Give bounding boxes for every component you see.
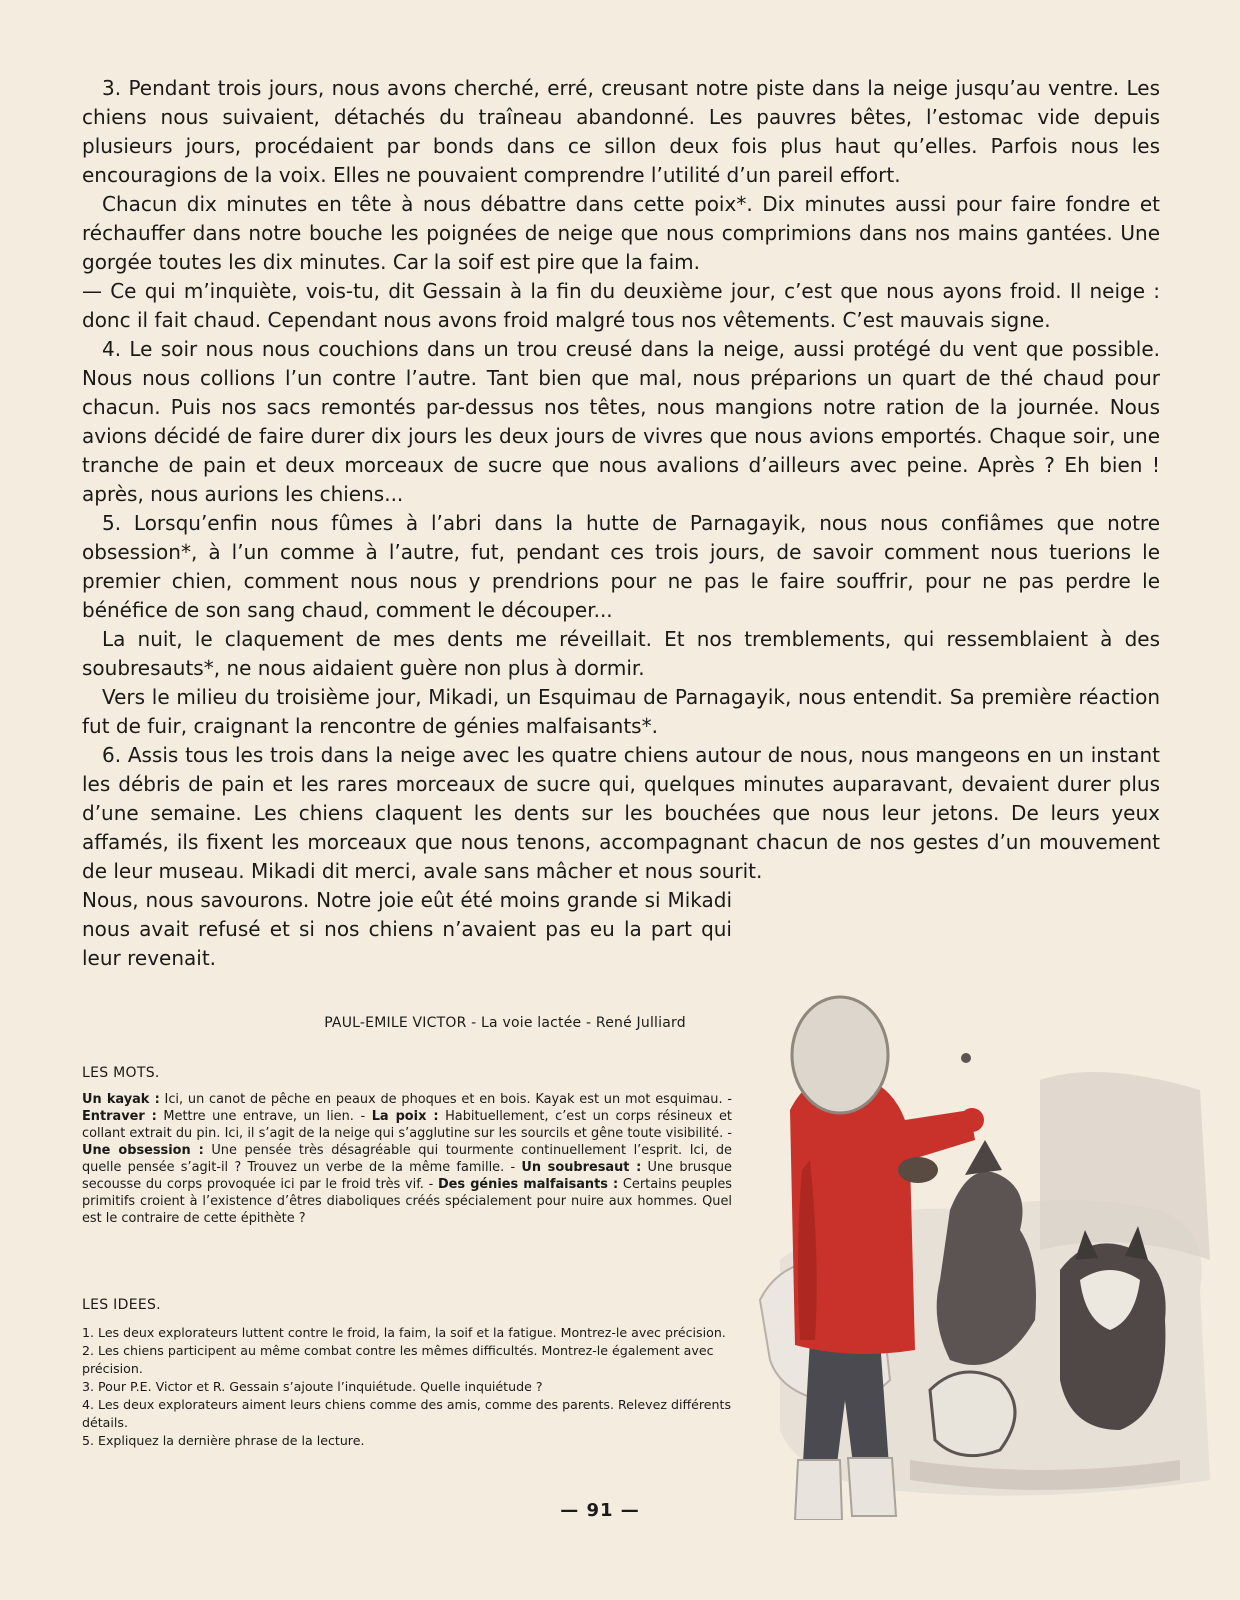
- vocab-definition: Habituellement, c’est un corps résineux et collant extrait du pin. Ici, il s’agit de la neige qui s’agglutine sur les sourcils et gêne toute visibilité. -: [82, 1109, 732, 1141]
- paragraph-6: 6. Assis tous les trois dans la neige avec les quatre chiens autour de nous, nous mangeons en un instant les débris de pain et les rares morceaux de sucre qui, quelques minutes auparavant, devaient durer plus d’une semaine. Les chiens claquent les dents sur les bouchées que nous leur jetons. De leurs yeux affamés, ils fixent les morceaux que nous tenons, accompagnant chacun de nos gestes d’un mouvement de leur museau. Mikadi dit merci, avale sans mâcher et nous sourit.: [82, 743, 1160, 883]
- jumping-dog: [937, 1172, 1036, 1365]
- paragraph-6b: Nous, nous savourons. Notre joie eût été moins grande si Mikadi nous avait refusé et si nos chiens n’avaient pas eu la part qui leur revenait.: [82, 888, 732, 970]
- figure-boots: [795, 1460, 842, 1520]
- page-number: — 91 —: [560, 1500, 640, 1521]
- passage-text: [82, 74, 1160, 973]
- vocab-definition: Mettre une entrave, un lien. -: [156, 1109, 372, 1124]
- question-item: 3. Pour P.E. Victor et R. Gessain s’ajoute l’inquiétude. Quelle inquiétude ?: [82, 1379, 543, 1394]
- question-item: 5. Expliquez la dernière phrase de la lecture.: [82, 1433, 365, 1448]
- grey-mist: [1040, 1072, 1210, 1260]
- paragraph-3c: — Ce qui m’inquiète, vois-tu, dit Gessain à la fin du deuxième jour, c’est que nous ayons froid. Il neige : donc il fait chaud. Cependant nous avons froid malgré tous nos vêtements. C’est mauvais signe.: [82, 279, 1160, 332]
- paragraph-3b: Chacun dix minutes en tête à nous débattre dans cette poix*. Dix minutes aussi pour faire fondre et réchauffer dans notre bouche les poignées de neige que nous comprimions dans nos mains gantées. Une gorgée toutes les dix minutes. Car la soif est pire que la faim.: [82, 192, 1160, 274]
- source-citation: PAUL-EMILE VICTOR - La voie lactée - René Julliard: [324, 1015, 686, 1031]
- paragraph-5c: Vers le milieu du troisième jour, Mikadi, un Esquimau de Parnagayik, nous entendit. Sa première réaction fut de fuir, craignant la rencontre de génies malfaisants*.: [82, 685, 1160, 738]
- paragraph-5b: La nuit, le claquement de mes dents me réveillait. Et nos tremblements, qui ressemblaient à des soubresauts*, ne nous aidaient guère non plus à dormir.: [82, 627, 1160, 680]
- question-item: 1. Les deux explorateurs luttent contre le froid, la faim, la soif et la fatigue. Montrez-le avec précision.: [82, 1325, 726, 1340]
- figure-hood: [792, 997, 888, 1113]
- question-item: 4. Les deux explorateurs aiment leurs chiens comme des amis, comme des parents. Relevez différents détails.: [82, 1397, 732, 1430]
- vocab-term: Un kayak :: [82, 1092, 160, 1107]
- figure-boot-right: [848, 1458, 896, 1516]
- food-morsel: [961, 1053, 971, 1063]
- idees-heading: LES IDEES.: [82, 1297, 161, 1313]
- paragraph-3: 3. Pendant trois jours, nous avons cherché, erré, creusant notre piste dans la neige jusqu’au ventre. Les chiens nous suivaient, détachés du traîneau abandonné. Les pauvres bêtes, l’estomac vide depuis plusieurs jours, procédaient par bonds dans ce sillon deux fois plus haut qu’elles. Parfois nous les encouragions de la voix. Elles ne pouvaient comprendre l’utilité d’un pareil effort.: [82, 76, 1160, 187]
- jumping-dog-head: [965, 1140, 1002, 1175]
- paragraph-5: 5. Lorsqu’enfin nous fûmes à l’abri dans la hutte de Parnagayik, nous nous confiâmes que notre obsession*, à l’un comme à l’autre, fut, pendant ces trois jours, de savoir comment nous tuerions le premier chien, comment nous nous y prendrions pour ne pas le faire souffrir, pour ne pas perdre le bénéfice de son sang chaud, comment le découper...: [82, 511, 1160, 622]
- mots-heading: LES MOTS.: [82, 1065, 160, 1081]
- vocab-term: Des génies malfaisants :: [437, 1177, 619, 1192]
- illustration-eskimo-feeding-dogs: [740, 960, 1220, 1520]
- paragraph-4: 4. Le soir nous nous couchions dans un trou creusé dans la neige, aussi protégé du vent que possible. Nous nous collions l’un contre l’autre. Tant bien que mal, nous préparions un quart de thé chaud pour chacun. Puis nos sacs remontés par-dessus nos têtes, nous mangions notre ration de la journée. Nous avions décidé de faire durer dix jours les deux jours de vivres que nous avions emportés. Chaque soir, une tranche de pain et deux morceaux de sucre que nous avalions d’ailleurs avec peine. Après ? Eh bien ! après, nous aurions les chiens...: [82, 337, 1160, 506]
- questions-list: [82, 1324, 732, 1450]
- question-item: 2. Les chiens participent au même combat contre les mêmes difficultés. Montrez-le également avec précision.: [82, 1343, 714, 1376]
- vocab-definition: Une brusque secousse du corps provoquée ici par le froid très vif. -: [82, 1160, 732, 1192]
- food-bowl: [898, 1157, 938, 1183]
- vocab-term: La poix :: [371, 1109, 439, 1124]
- vocab-term: Une obsession :: [82, 1143, 204, 1158]
- vocab-definition: Ici, un canot de pêche en peaux de phoques et en bois. Kayak est un mot esquimau. -: [159, 1092, 732, 1107]
- vocab-term: Entraver :: [82, 1109, 157, 1124]
- vocab-term: Un soubresaut :: [521, 1160, 642, 1175]
- vocab-definition: Une pensée très désagréable qui tourmente continuellement l’esprit. Ici, de quelle pensée s’agit-il ? Trouvez un verbe de la même famille. -: [82, 1143, 732, 1175]
- vocabulary-block: [82, 1091, 732, 1227]
- puppy-dog: [930, 1372, 1015, 1456]
- figure-hand: [960, 1108, 984, 1132]
- vocab-definition: Certains peuples primitifs croient à l’existence d’êtres diaboliques créés spécialement pour nuire aux hommes. Quel est le contraire de cette épithète ?: [82, 1177, 732, 1226]
